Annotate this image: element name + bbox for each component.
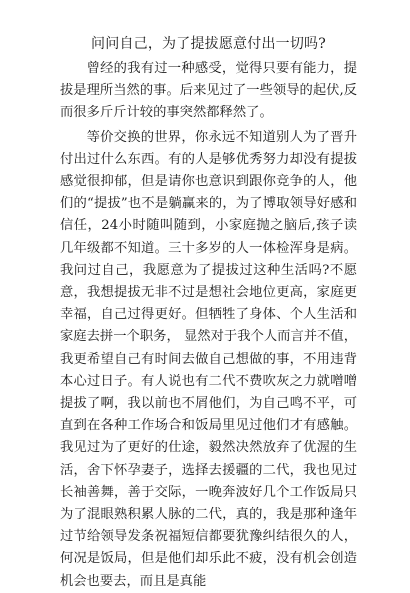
document-title: 问问自己，为了提拔愿意付出一切吗?	[91, 36, 326, 52]
paragraph-1: 曾经的我有过一种感受，觉得只要有能力，提拔是理所当然的事。后来见过了一些领导的起伏,反而很多斤斤计较的事突然都释然了。	[60, 61, 357, 121]
paragraph-2: 等价交换的世界，你永远不知道别人为了晋升付出过什么东西。有的人是够优秀努力却没有提拔感觉很抑郁，但是请你也意识到跟你竞争的人，他们的“提拔”也不是躺赢来的，为了博取领导好感和信任，24小时随叫随到，小家庭抛之脑后,孩子读几年级都不知道。三十多岁的人一体检浑身是病。我问过自己，我愿意为了提拔过这种生活吗?不愿意，我想提拔无非不过是想社会地位更高，家庭更幸福，自己过得更好。但牺牲了身体、个人生活和家庭去拼一个职务， 显然对于我个人而言并不值，我更希望自己有时间去做自己想做的事，不用违背本心过日子。有人说也有二代不费吹灰之力就噌噌提拔了啊，我以前也不屑他们，为自己鸣不平，可直到在各种工作场合和饭局里见过他们才有感触。我见过为了更好的仕途，毅然决然放弃了优渥的生活，舍下怀孕妻子，选择去援疆的二代，我也见过长袖善舞，善于交际，一晚奔波好几个工作饭局只为了混眼熟积累人脉的二代，真的，我是那种逢年过节给领导发条祝福短信都要犹豫纠结很久的人，何况是饭局，但是他们却乐此不疲，没有机会创造机会也要去，而且是真能	[60, 129, 357, 589]
